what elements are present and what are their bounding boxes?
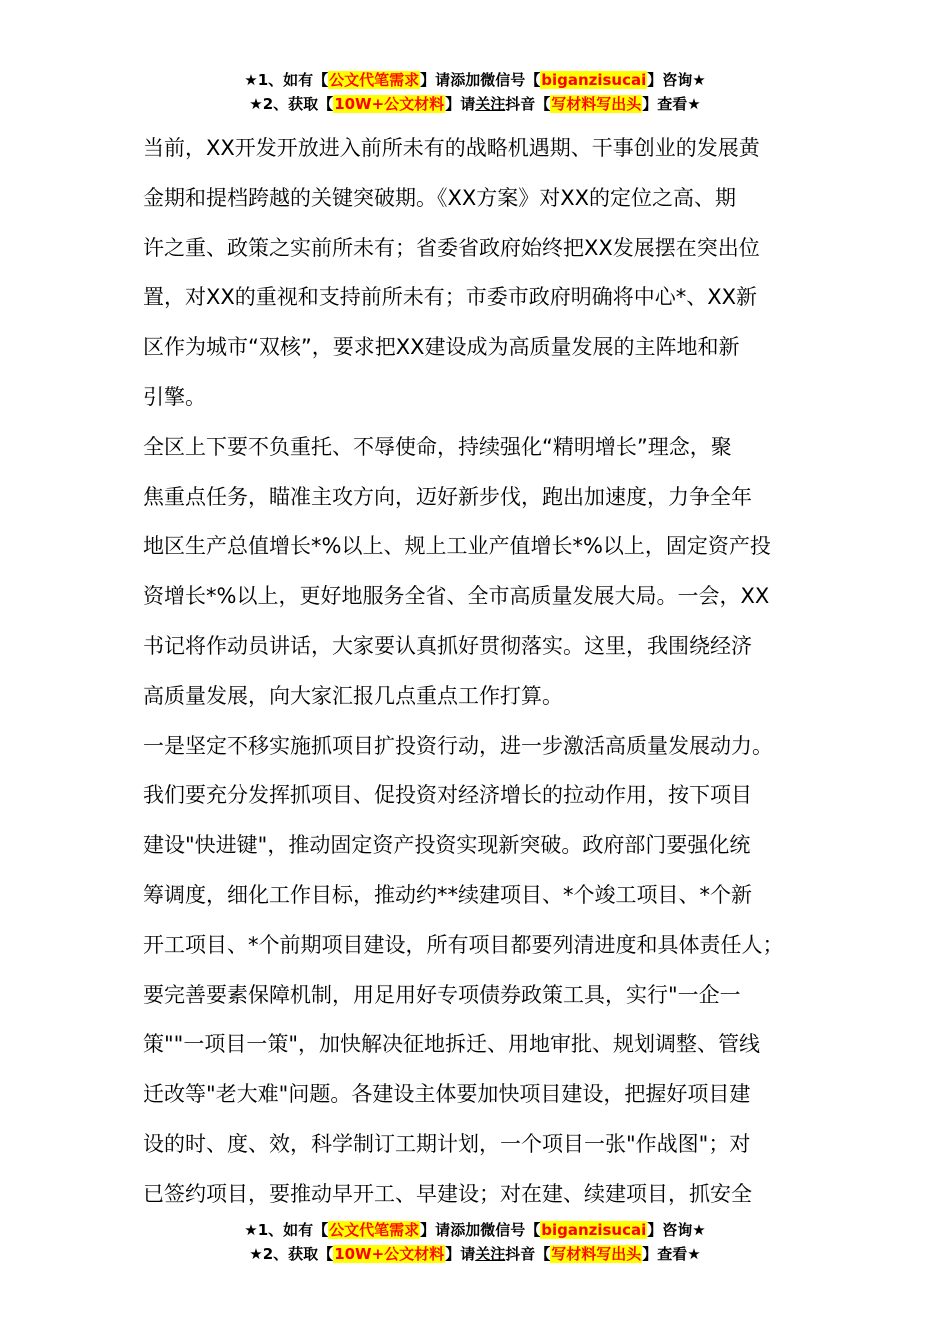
paragraph-1: 当前，XX开发开放进入前所未有的战略机遇期、干事创业的发展黄 金期和提档跨越的关键突破期。《XX方案》对XX的定位之高、期 许之重、政策之实前所未有；省委省政府始终把XX发展摆在突出位 置，对XX的重视和支持前所未有；市委市政府明确将中心*、XX新 区作为城市“双核”，要求把XX建设成为高质量发展的主阵地和新 引擎。 (143, 136, 760, 409)
wechat-id-highlight: biganzisucai (541, 71, 647, 89)
footer-banner (0, 1218, 950, 1266)
paragraph-3: 一是坚定不移实施抓项目扩投资行动，进一步激活高质量发展动力。 我们要充分发挥抓项目、促投资对经济增长的拉动作用，按下项目 建设"快进键"，推动固定资产投资实现新突破。政府部门要强化统 筹调度，细化工作目标，推动约**续建项目、*个竣工项目、*个新 开工项目、*个前期项目建设，所有项目都要列清进度和具体责任人； 要完善要素保障机制，用足用好专项债券政策工具，实行"一企一 策""一项目一策"，加快解决征地拆迁、用地审批、规划调整、管线 迁改等"老大难"问题。各建设主体要加快项目建设，把握好项目建 设的时、度、效，科学制订工期计划，一个项目一张"作战图"；对 已签约项目，要推动早开工、早建设；对在建、续建项目，抓安全 (143, 733, 784, 1206)
wechat-id-highlight: biganzisucai (541, 1221, 647, 1239)
douyin-id-highlight: 写材料写出头 (551, 95, 642, 113)
highlight-text: 公文代笔需求 (329, 1221, 420, 1239)
paragraph-2: 全区上下要不负重托、不辱使命，持续强化“精明增长”理念，聚 焦重点任务，瞄准主攻方向，迈好新步伐，跑出加速度，力争全年 地区生产总值增长*%以上、规上工业产值增长*%以上，固定资产投 资增长*%以上，更好地服务全省、全市高质量发展大局。一会，XX 书记将作动员讲话，大家要认真抓好贯彻落实。这里，我围绕经济 高质量发展，向大家汇报几点重点工作打算。 (143, 434, 771, 708)
douyin-id-highlight: 写材料写出头 (551, 1245, 642, 1263)
highlight-text: 10W+公文材料 (334, 1245, 445, 1263)
highlight-text: 公文代笔需求 (329, 71, 420, 89)
banner-line-1: ★1、如有【公文代笔需求】请添加微信号【biganzisucai】咨询★ (244, 71, 706, 89)
header-banner (0, 68, 950, 116)
document-body (143, 124, 833, 1220)
banner-line-2: ★2、获取【10W+公文材料】请关注抖音【写材料写出头】查看★ (249, 1245, 701, 1263)
highlight-text: 10W+公文材料 (334, 95, 445, 113)
banner-line-2: ★2、获取【10W+公文材料】请关注抖音【写材料写出头】查看★ (249, 95, 701, 113)
banner-line-1: ★1、如有【公文代笔需求】请添加微信号【biganzisucai】咨询★ (244, 1221, 706, 1239)
